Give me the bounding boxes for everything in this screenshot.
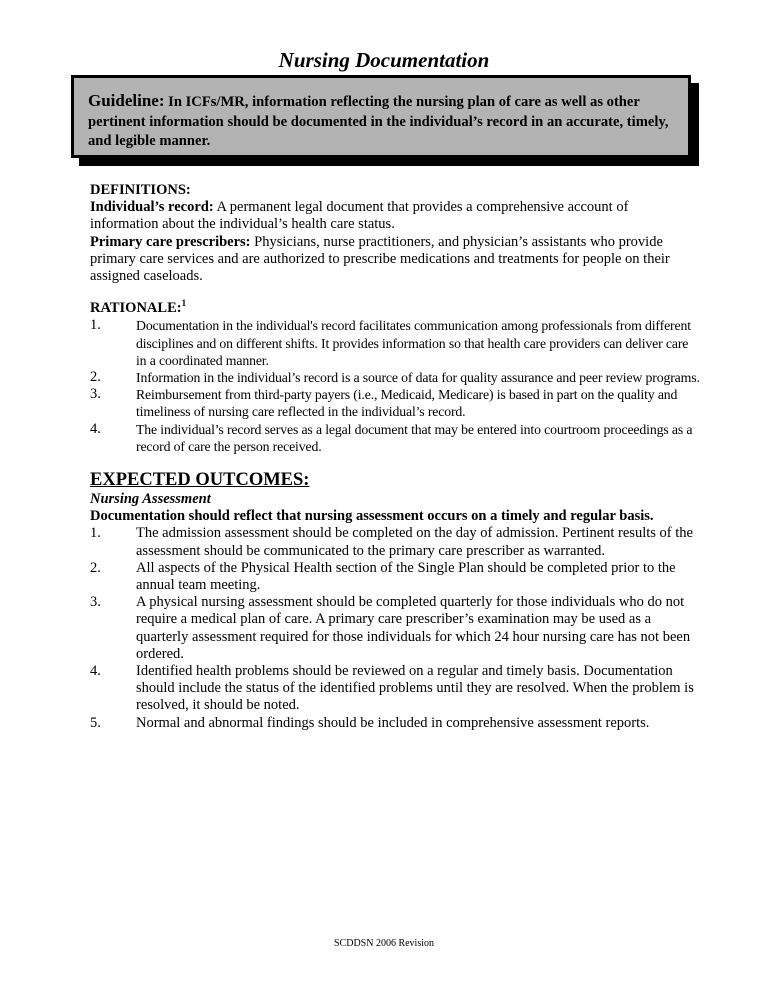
list-item-number: 1. xyxy=(90,525,101,542)
list-item-text: A physical nursing assessment should be completed quarterly for those individuals who do not require a medical plan of care. A primary care prescriber’s examination may be used as a quarterly assessment required for those individuals for which 24 hour nursing care has not been ordered. xyxy=(136,594,691,662)
list-item xyxy=(90,317,700,369)
list-item-number: 4. xyxy=(90,663,101,680)
list-item-number: 3. xyxy=(90,594,101,611)
list-item-number: 2. xyxy=(90,369,101,386)
document-body xyxy=(90,182,700,732)
definitions-heading: DEFINITIONS: xyxy=(90,182,191,198)
list-item-text: All aspects of the Physical Health section of the Single Plan should be completed prior to the annual team meeting. xyxy=(136,559,676,594)
list-item-text: Documentation in the individual's record facilitates communication among professionals from different disciplines and on different shifts. It provides information so that health care providers can deliver care in a coordinated manner. xyxy=(136,318,691,368)
footnote-mark: 1 xyxy=(181,298,187,309)
definition-text: Physicians, nurse practitioners, and physician’s assistants who provide primary care services and are authorized to prescribe medications and treatments for people on their assigned caseloads. xyxy=(90,233,670,285)
definition-item xyxy=(90,234,700,286)
definition-text: A permanent legal document that provides a comprehensive account of information about the individual’s health care status. xyxy=(90,199,629,233)
list-item-text: Normal and abnormal findings should be included in comprehensive assessment reports. xyxy=(136,714,650,731)
section-subheading: Nursing Assessment xyxy=(90,491,211,508)
list-item-text: The admission assessment should be completed on the day of admission. Pertinent results of the assessment should be communicated to the primary care prescriber as warranted. xyxy=(136,525,693,559)
page-title: Nursing Documentation xyxy=(278,48,490,72)
list-item-number: 2. xyxy=(90,559,101,576)
guideline-text: In ICFs/MR, information reflecting the nursing plan of care as well as other pertinent information should be documented in the individual’s record in an accurate, timely, and legible manner. xyxy=(88,94,669,149)
section-intro: Documentation should reflect that nursing assessment occurs on a timely and regular basis. xyxy=(90,508,654,525)
list-item xyxy=(90,715,700,732)
page-footer: SCDDSN 2006 Revision xyxy=(333,938,434,949)
list-item-text: Information in the individual’s record is a source of data for quality assurance and peer review programs. xyxy=(136,370,700,386)
list-item-text: Identified health problems should be reviewed on a regular and timely basis. Documentation should include the status of the identified problems until they are resolved. When the problem is resolved, it should be noted. xyxy=(136,663,694,714)
expected-outcomes-heading: EXPECTED OUTCOMES: xyxy=(90,470,310,491)
list-item-number: 3. xyxy=(90,386,101,403)
list-item-number: 4. xyxy=(90,420,101,437)
list-item-text: Reimbursement from third-party payers (i.e., Medicaid, Medicare) is based in part on the quality and timeliness of nursing care reflected in the individual’s record. xyxy=(136,387,678,420)
list-item xyxy=(90,369,700,386)
rationale-list xyxy=(90,317,700,455)
list-item xyxy=(90,594,700,663)
definition-term: Primary care prescribers: xyxy=(90,233,251,250)
rationale-heading: RATIONALE:$^1$ xyxy=(90,298,187,317)
list-item xyxy=(90,560,700,594)
list-item xyxy=(90,525,700,559)
list-item xyxy=(90,386,700,420)
list-item-text: The individual’s record serves as a legal document that may be entered into courtroom proceedings as a record of care the person received. xyxy=(136,421,693,454)
guideline-box xyxy=(71,75,691,158)
list-item xyxy=(90,421,700,455)
definition-term: Individual’s record: xyxy=(90,199,214,216)
outcomes-list xyxy=(90,525,700,731)
list-item xyxy=(90,663,700,715)
guideline-label: Guideline: xyxy=(88,91,165,110)
definition-item xyxy=(90,199,700,233)
list-item-number: 1. xyxy=(90,317,101,334)
list-item-number: 5. xyxy=(90,714,101,731)
